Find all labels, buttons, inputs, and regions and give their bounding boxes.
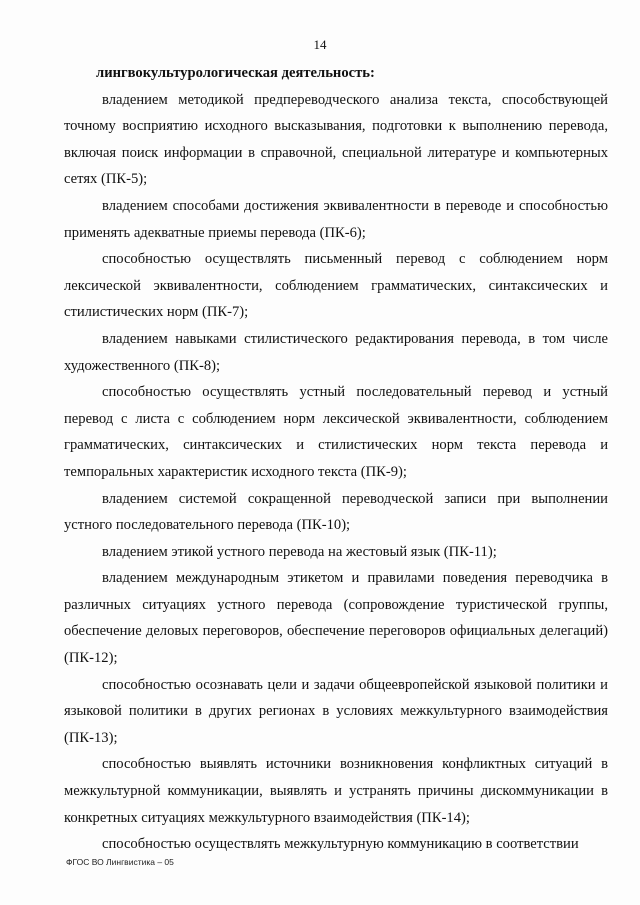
- competency-pk-7: способностью осуществлять письменный перевод с соблюдением норм лексической эквивалентности, соблюдением грамматических, синтаксических и стилистических норм (ПК-7);: [64, 251, 608, 321]
- competency-pk-5: владением методикой предпереводческого анализа текста, способствующей точному восприятию исходного высказывания, подготовки к выполнению перевода, включая поиск информации в справочной, специальной литературе и компьютерных сетях (ПК-5);: [64, 91, 608, 188]
- competency-pk-13: способностью осознавать цели и задачи общеевропейской языковой политики и языковой политики в других регионах в условиях межкультурного взаимодействия (ПК-13);: [64, 676, 608, 746]
- competency-pk-10: владением системой сокращенной переводческой записи при выполнении устного последовательного перевода (ПК-10);: [64, 490, 608, 534]
- competency-pk-12: владением международным этикетом и правилами поведения переводчика в различных ситуациях устного перевода (сопровождение туристической группы, обеспечение деловых переговоров, обеспечение переговоров официальных делегаций) (ПК-12);: [64, 570, 608, 667]
- competency-pk-6: владением способами достижения эквивалентности в переводе и способностью применять адекватные приемы перевода (ПК-6);: [64, 197, 608, 241]
- page-footer: ФГОС ВО Лингвистика – 05: [66, 857, 174, 867]
- page-number: 14: [313, 37, 327, 52]
- section-heading: лингвокультурологическая деятельность:: [96, 65, 375, 81]
- competency-pk-11: владением этикой устного перевода на жестовый язык (ПК-11);: [102, 543, 497, 560]
- competency-pk-14: способностью выявлять источники возникновения конфликтных ситуаций в межкультурной коммуникации, выявлять и устранять причины дискоммуникации в конкретных ситуациях межкультурного взаимодействия (ПК-14);: [64, 756, 608, 826]
- document-body: [64, 60, 608, 858]
- competency-pk-15-start: способностью осуществлять межкультурную коммуникацию в соответствии: [102, 836, 579, 853]
- competency-pk-8: владением навыками стилистического редактирования перевода, в том числе художественного (ПК-8);: [64, 330, 608, 374]
- competency-pk-9: способностью осуществлять устный последовательный перевод и устный перевод с листа с соблюдением норм лексической эквивалентности, соблюдением грамматических, синтаксических и стилистических норм текста перевода и темпоральных характеристик исходного текста (ПК-9);: [64, 384, 608, 480]
